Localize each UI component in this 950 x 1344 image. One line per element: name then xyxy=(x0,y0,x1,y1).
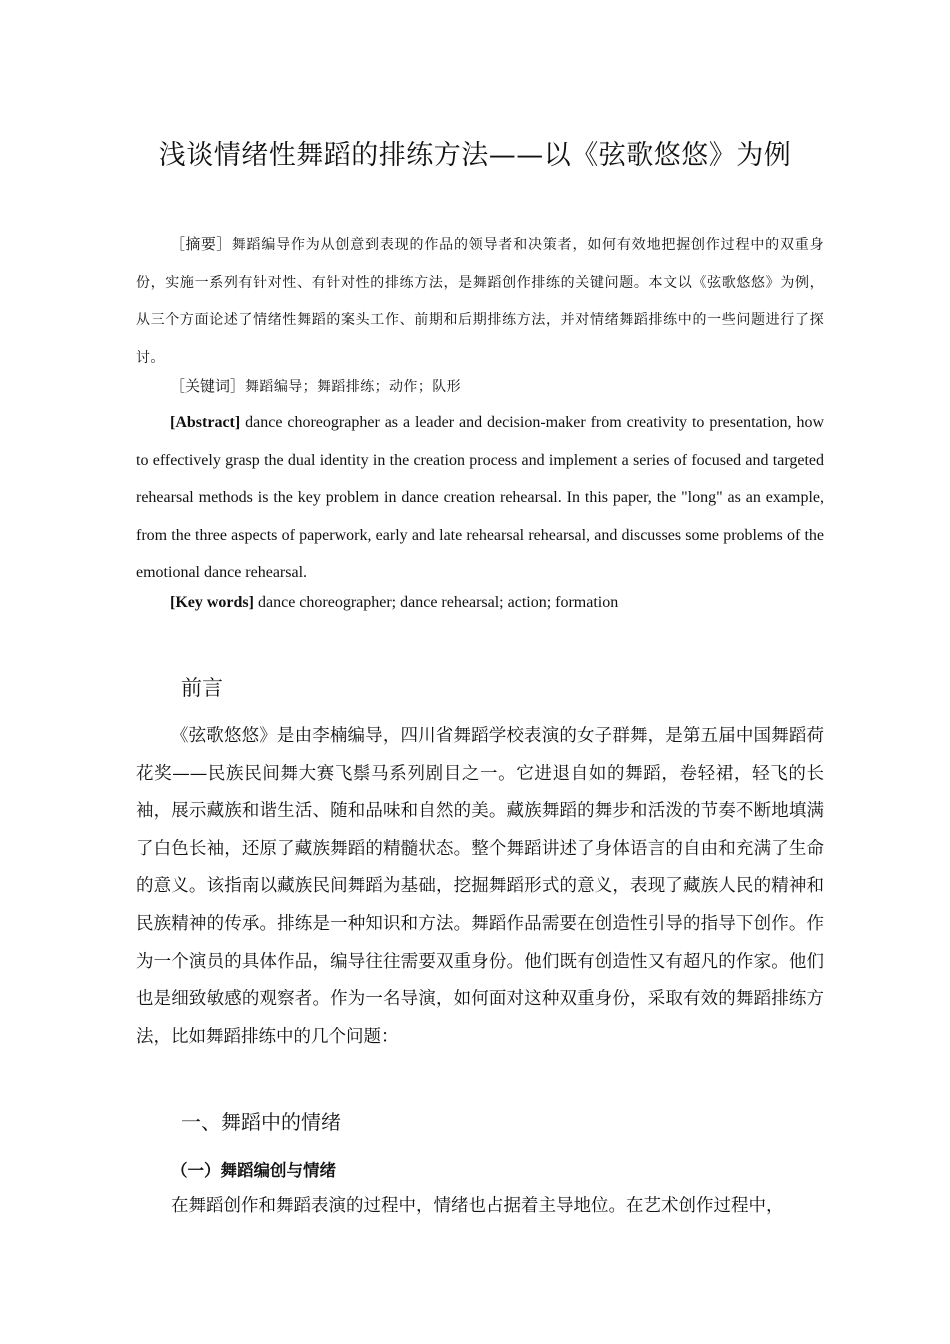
abstract-cn xyxy=(136,226,824,377)
keywords-cn-label: ［关键词］ xyxy=(170,377,246,395)
keywords-en-label: [Key words] xyxy=(170,594,254,611)
abstract-en-label: [Abstract] xyxy=(170,414,241,431)
abstract-cn-label: ［摘要］ xyxy=(170,235,232,253)
keywords-en xyxy=(170,590,820,616)
abstract-en-text: dance choreographer as a leader and decision-maker from creativity to presentation, how to effectively grasp the dual identity in the creation process and implement a series of focused and targeted rehearsal methods is the key problem in dance creation rehearsal. In this paper, the "long" as an example, from the three aspects of paperwork, early and late rehearsal rehearsal, and discusses some problems of the emotional dance rehearsal. xyxy=(136,414,825,581)
keywords-cn-text: 舞蹈编导；舞蹈排练；动作；队形 xyxy=(245,379,462,395)
preface-heading: 前言 xyxy=(181,676,223,700)
abstract-en xyxy=(136,404,824,592)
section-1-1-paragraph: 在舞蹈创作和舞蹈表演的过程中，情绪也占据着主导地位。在艺术创作过程中， xyxy=(171,1196,784,1216)
keywords-cn xyxy=(170,373,820,400)
abstract-cn-text: 舞蹈编导作为从创意到表现的作品的领导者和决策者，如何有效地把握创作过程中的双重身份，实施一系列有针对性、有针对性的排练方法，是舞蹈创作排练的关键问题。本文以《弦歌悠悠》为例，从三个方面论述了情绪性舞蹈的案头工作、前期和后期排练方法，并对情绪舞蹈排练中的一些问题进行了探讨。 xyxy=(136,237,824,366)
preface-paragraph: 《弦歌悠悠》是由李楠编导，四川省舞蹈学校表演的女子群舞，是第五届中国舞蹈荷花奖——民族民间舞大赛飞鬃马系列剧目之一。它进退自如的舞蹈，卷轻裙，轻飞的长袖，展示藏族和谐生活、随和品味和自然的美。藏族舞蹈的舞步和活泼的节奏不断地填满了白色长袖，还原了藏族舞蹈的精髓状态。整个舞蹈讲述了身体语言的自由和充满了生命的意义。该指南以藏族民间舞蹈为基础，挖掘舞蹈形式的意义，表现了藏族人民的精神和民族精神的传承。排练是一种知识和方法。舞蹈作品需要在创造性引导的指导下创作。作为一个演员的具体作品，编导往往需要双重身份。他们既有创造性又有超凡的作家。他们也是细致敏感的观察者。作为一名导演，如何面对这种双重身份，采取有效的舞蹈排练方法，比如舞蹈排练中的几个问题： xyxy=(136,726,824,1047)
keywords-en-text: dance choreographer; dance rehearsal; action; formation xyxy=(257,594,619,611)
paper-title: 浅谈情绪性舞蹈的排练方法——以《弦歌悠悠》为例 xyxy=(158,140,792,171)
section-1-heading: 一、舞蹈中的情绪 xyxy=(181,1110,341,1134)
section-1-1-heading: （一）舞蹈编创与情绪 xyxy=(171,1161,336,1180)
